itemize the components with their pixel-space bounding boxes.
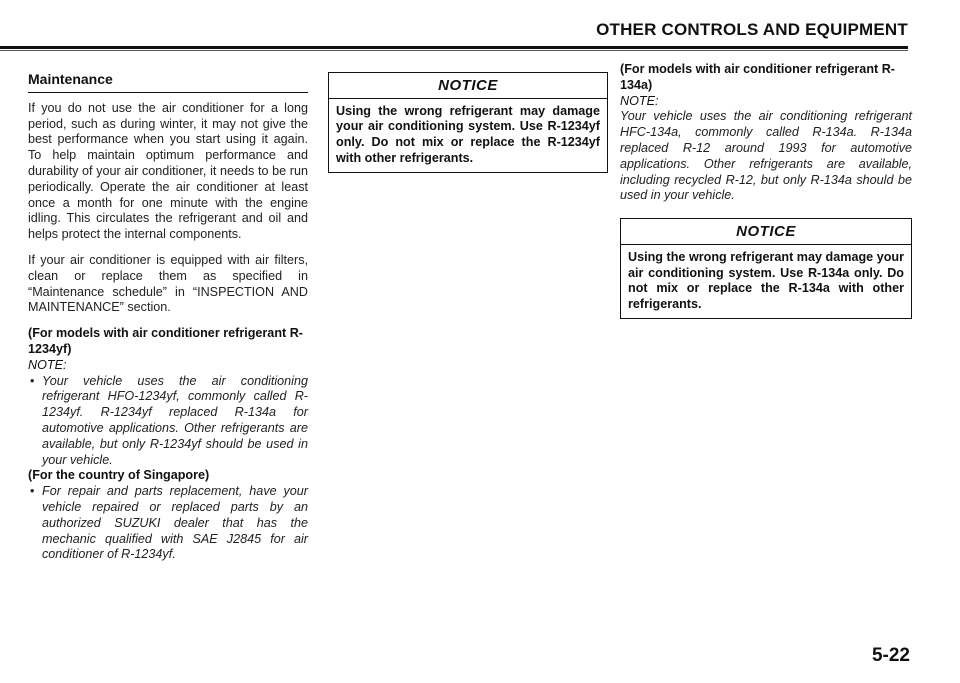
notice-text: Using the wrong refrigerant may damage your air conditioning system. Use R-134a only. Do not mix or replace the R-134a with other refrigerants. — [628, 249, 904, 311]
list-item: • For repair and parts replacement, have your vehicle repaired or replaced parts by an authorized SUZUKI dealer that has the mechanic qualified with SAE J2845 for air conditioner of R-1234yf. — [28, 484, 308, 563]
r1234yf-subheading: (For models with air conditioner refrigerant R-1234yf) — [28, 326, 303, 356]
header-rule-thin — [0, 50, 908, 51]
note-list — [28, 374, 308, 469]
list-item: • Your vehicle uses the air conditioning refrigerant HFO-1234yf, commonly called R-1234yf. R-1234yf replaced R-134a for automotive applications. Other refrigerants are available, but only R-1234yf should be used in your vehicle. — [28, 374, 308, 469]
r134a-subheading: (For models with air conditioner refrigerant R-134a) — [620, 62, 895, 92]
notice-title: NOTICE — [329, 73, 607, 99]
note-label: NOTE: — [28, 357, 67, 372]
right-column — [620, 62, 912, 319]
notice-title: NOTICE — [621, 219, 911, 245]
notice-text: Using the wrong refrigerant may damage your air conditioning system. Use R-1234yf only. Do not mix or replace the R-1234yf with other refrigerants. — [336, 103, 600, 165]
r134a-note-text: Your vehicle uses the air conditioning refrigerant HFC-134a, commonly called R-134a. R-134a replaced R-12 around 1993 for automotive applications. Other refrigerants are available, including recycled R-12, but only R-134a should be used in your vehicle. — [620, 109, 912, 203]
notice-box-r134a — [620, 218, 912, 319]
section-title: OTHER CONTROLS AND EQUIPMENT — [596, 20, 908, 39]
notice-box-r1234yf — [328, 72, 608, 173]
air-filter-paragraph: If your air conditioner is equipped with air filters, clean or replace them as specified in “Maintenance schedule” in “INSPECTION AND MAINTENANCE” section. — [28, 252, 308, 315]
header-rule — [0, 46, 908, 49]
left-column — [28, 72, 308, 563]
middle-column — [328, 72, 608, 173]
note-label: NOTE: — [620, 93, 659, 108]
page-number: 5-22 — [871, 645, 910, 666]
singapore-subheading: (For the country of Singapore) — [28, 468, 210, 483]
singapore-list — [28, 484, 308, 563]
maintenance-heading: Maintenance — [28, 72, 308, 93]
maintenance-paragraph: If you do not use the air conditioner for a long period, such as during winter, it may not give the best performance when you start using it again. To help maintain optimum performance and durability of your air conditioner, it needs to be run periodically. Operate the air conditioner at least once a month for one minute with the engine idling. This circulates the refrigerant and oil and helps protect the internal components. — [28, 100, 308, 242]
